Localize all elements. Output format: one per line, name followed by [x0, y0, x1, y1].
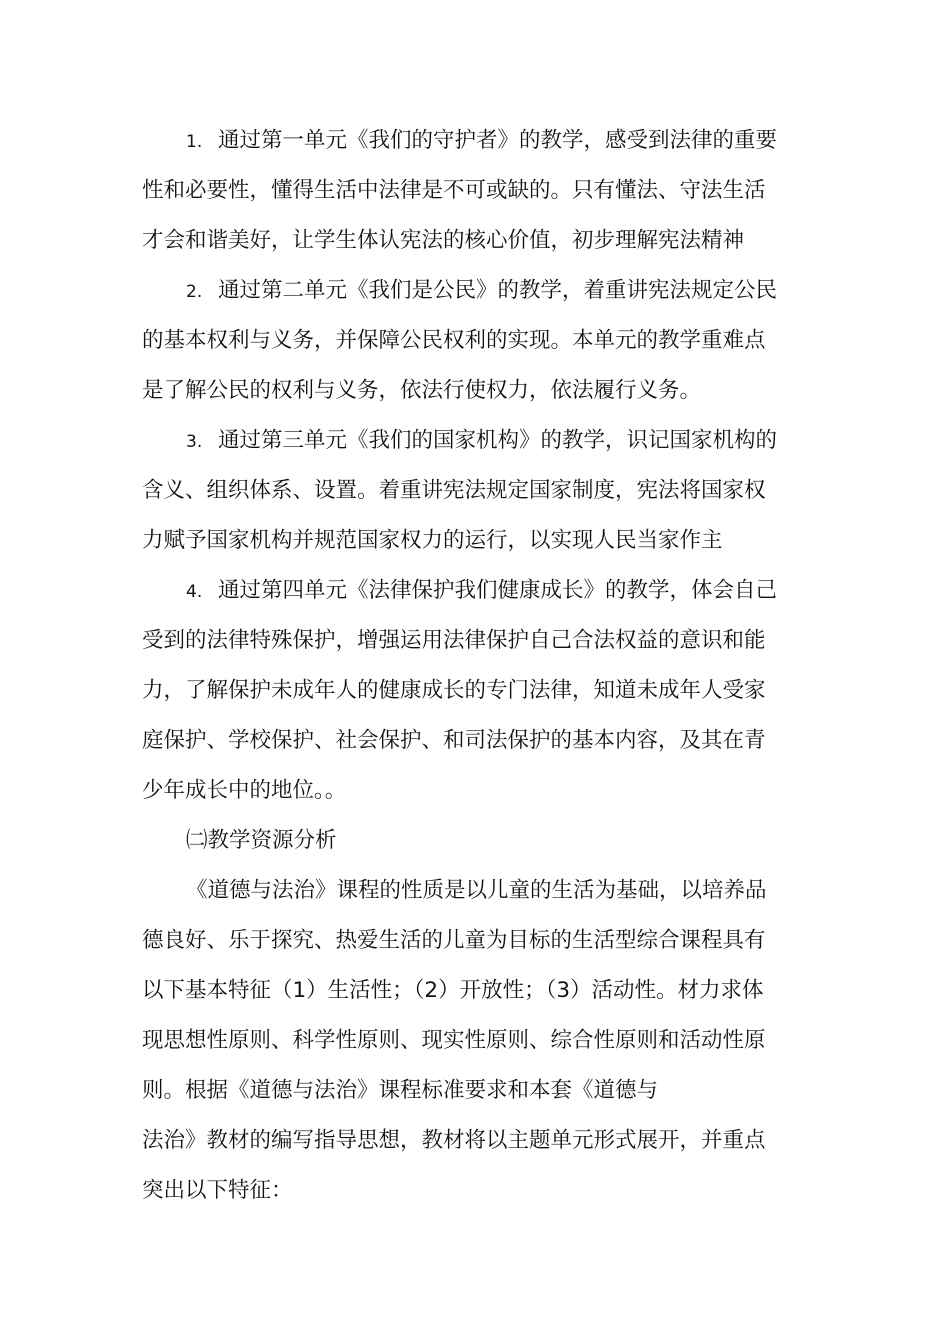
resource-paragraph-line-3: 以下基本特征（1）生活性；（2）开放性；（3）活动性。材力求体: [142, 978, 764, 1003]
list-item-4-line-3: 力，了解保护未成年人的健康成长的专门法律，知道未成年人受家: [142, 678, 766, 703]
list-item-3-number: 3.: [186, 432, 203, 452]
resource-paragraph-line-1: 《道德与法治》课程的性质是以儿童的生活为基础，以培养品: [186, 878, 767, 903]
section-heading-text: ㈡教学资源分析: [186, 828, 337, 853]
list-item-3-line-3: 力赋予国家机构并规范国家权力的运行，以实现人民当家作主: [142, 528, 723, 553]
list-item-3-text: 通过第三单元《我们的国家机构》的教学，识记国家机构的: [218, 428, 778, 453]
resource-paragraph: [142, 866, 810, 1216]
list-item-3-line-2: 含义、组织体系、设置。着重讲宪法规定国家制度，宪法将国家权: [142, 478, 766, 503]
list-item-4-text: 通过第四单元《法律保护我们健康成长》的教学，体会自己: [218, 578, 778, 603]
list-item-4-number: 4.: [186, 582, 203, 602]
list-item-2-line-2: 的基本权利与义务，并保障公民权利的实现。本单元的教学重难点: [142, 328, 766, 353]
list-item-4-line-2: 受到的法律特殊保护，增强运用法律保护自己合法权益的意识和能: [142, 628, 766, 653]
resource-paragraph-line-6: 法治》教材的编写指导思想，教材将以主题单元形式展开，并重点: [142, 1128, 766, 1153]
list-item-3-line-1: [142, 416, 810, 466]
list-item-1-line-1: [142, 116, 810, 166]
list-item-2-number: 2.: [186, 282, 203, 302]
list-item-4: [142, 566, 810, 816]
document-page: [142, 116, 810, 1216]
list-item-2: [142, 266, 810, 416]
list-item-2-line-1: [142, 266, 810, 316]
list-item-1-number: 1.: [186, 132, 203, 152]
list-item-1-line-2: 性和必要性，懂得生活中法律是不可或缺的。只有懂法、守法生活: [142, 178, 766, 203]
list-item-4-line-5: 少年成长中的地位。。: [142, 778, 347, 803]
list-item-2-line-3: 是了解公民的权利与义务，依法行使权力，依法履行义务。: [142, 378, 702, 403]
section-heading: [142, 816, 810, 866]
list-item-2-text: 通过第二单元《我们是公民》的教学，着重讲宪法规定公民: [218, 278, 778, 303]
list-item-3: [142, 416, 810, 566]
resource-paragraph-line-5: 则。根据《道德与法治》课程标准要求和本套《道德与: [142, 1078, 659, 1103]
resource-paragraph-line-2: 德良好、乐于探究、热爱生活的儿童为目标的生活型综合课程具有: [142, 928, 766, 953]
resource-paragraph-line-4: 现思想性原则、科学性原则、现实性原则、综合性原则和活动性原: [142, 1028, 766, 1053]
list-item-4-line-1: [142, 566, 810, 616]
resource-paragraph-line-7: 突出以下特征：: [142, 1178, 293, 1203]
list-item-1: [142, 116, 810, 266]
list-item-4-line-4: 庭保护、学校保护、社会保护、和司法保护的基本内容，及其在青: [142, 728, 766, 753]
list-item-1-line-3: 才会和谐美好，让学生体认宪法的核心价值，初步理解宪法精神: [142, 228, 745, 253]
list-item-1-text: 通过第一单元《我们的守护者》的教学，感受到法律的重要: [218, 128, 778, 153]
